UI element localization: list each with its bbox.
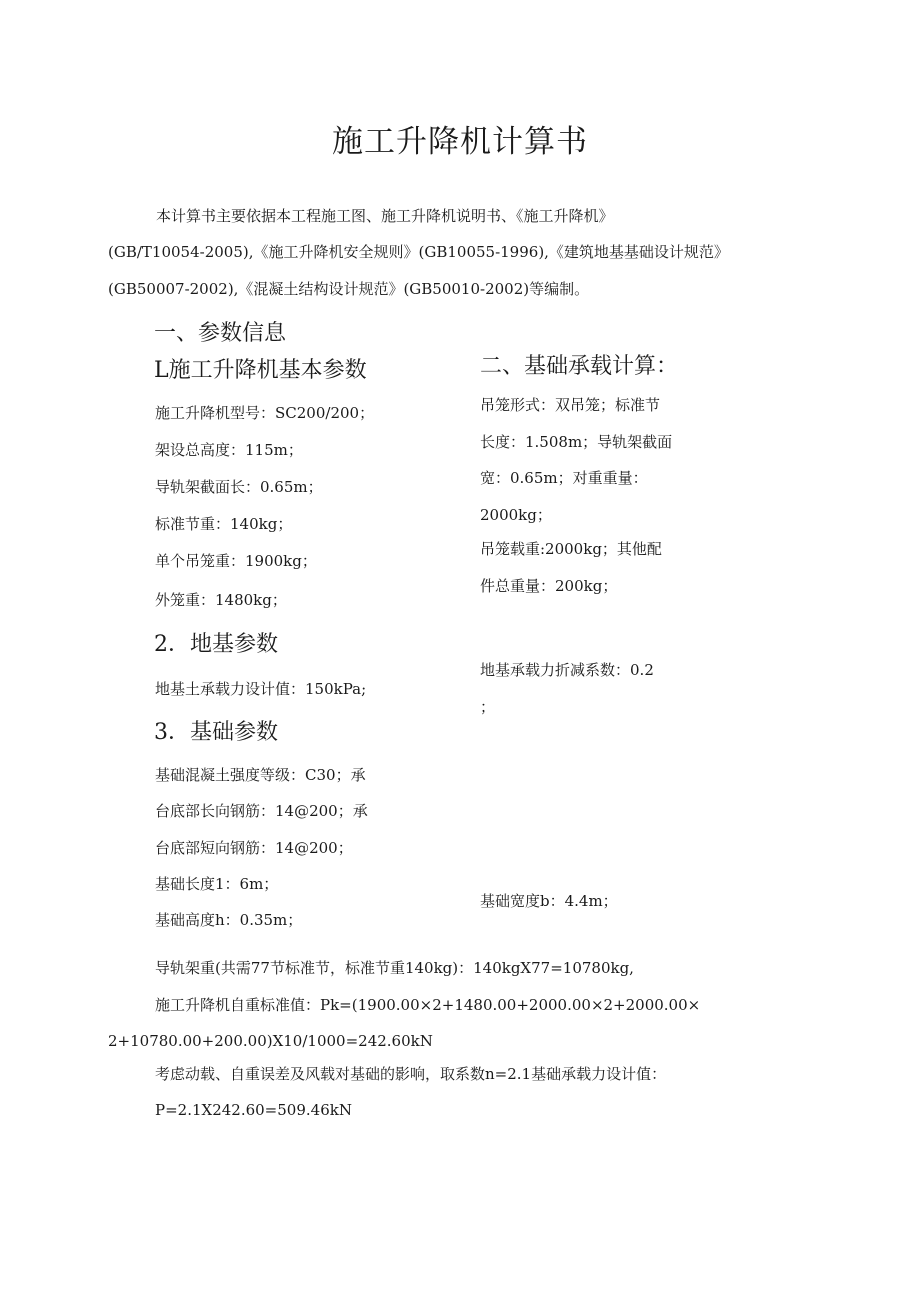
subsection-heading-basic-params: L施工升降机基本参数 — [154, 358, 367, 383]
intro-line-2: (GB/T10054-2005),《施工升降机安全规则》(GB10055-1996),《建筑地基基础设计规范》 — [108, 243, 729, 261]
calc-line-rail-weight: 导轨架重(共需77节标准节，标准节重140kg)：140kgX77=10780kg, — [155, 959, 634, 977]
calc-line-self-weight: 施工升降机自重标准值：Pk=(1900.00×2+1480.00+2000.00×2+2000.00× — [155, 996, 701, 1014]
param-rail-section-length: 导轨架截面长：0.65m； — [155, 478, 323, 496]
param-reduction-factor-end: ； — [480, 698, 496, 716]
param-right-line-1: 吊笼形式：双吊笼；标准节 — [480, 396, 661, 414]
section-heading-params: 一、参数信息 — [154, 321, 287, 346]
section-heading-foundation-calc: 二、基础承载计算： — [480, 354, 679, 379]
calc-line-self-weight-cont: 2+10780.00+200.00)X10/1000=242.60kN — [108, 1032, 433, 1050]
param-standard-section-weight: 标准节重：140kg； — [155, 515, 293, 533]
param-long-rebar: 台底部长向钢筋：14@200；承 — [155, 802, 368, 820]
param-right-line-2: 长度：1.508m；导轨架截面 — [480, 433, 673, 451]
param-right-line-4: 2000kg； — [480, 506, 552, 524]
param-right-line-6: 件总重量：200kg； — [480, 577, 618, 595]
param-right-line-5: 吊笼载重:2000kg；其他配 — [480, 540, 662, 558]
intro-line-3: (GB50007-2002),《混凝土结构设计规范》(GB50010-2002)等编制。 — [108, 280, 590, 298]
subsection-heading-ground-params: 2．地基参数 — [154, 632, 278, 657]
calc-line-result: P=2.1X242.60=509.46kN — [155, 1101, 352, 1119]
param-foundation-length: 基础长度1：6m； — [155, 875, 279, 893]
param-total-height: 架设总高度：115m； — [155, 441, 303, 459]
param-ground-capacity: 地基土承载力设计值：150kPa; — [155, 680, 367, 698]
param-model: 施工升降机型号：SC200/200； — [155, 404, 375, 422]
param-concrete-grade: 基础混凝土强度等级：C30；承 — [155, 766, 366, 784]
param-foundation-height: 基础高度h：0.35m； — [155, 911, 303, 929]
param-single-cage-weight: 单个吊笼重：1900kg； — [155, 552, 317, 570]
param-foundation-width: 基础宽度b：4.4m； — [480, 892, 618, 910]
param-right-line-3: 宽：0.65m；对重重量： — [480, 469, 648, 487]
calc-line-factor: 考虑动载、自重误差及风载对基础的影响，取系数n=2.1基础承载力设计值： — [155, 1065, 667, 1083]
param-outer-cage-weight: 外笼重：1480kg； — [155, 591, 287, 609]
subsection-heading-foundation-params: 3．基础参数 — [154, 720, 278, 745]
param-reduction-factor: 地基承载力折减系数：0.2 — [480, 661, 654, 679]
page-title: 施工升降机计算书 — [332, 124, 588, 160]
param-short-rebar: 台底部短向钢筋：14@200； — [155, 839, 353, 857]
intro-line-1: 本计算书主要依据本工程施工图、施工升降机说明书、《施工升降机》 — [156, 207, 614, 225]
